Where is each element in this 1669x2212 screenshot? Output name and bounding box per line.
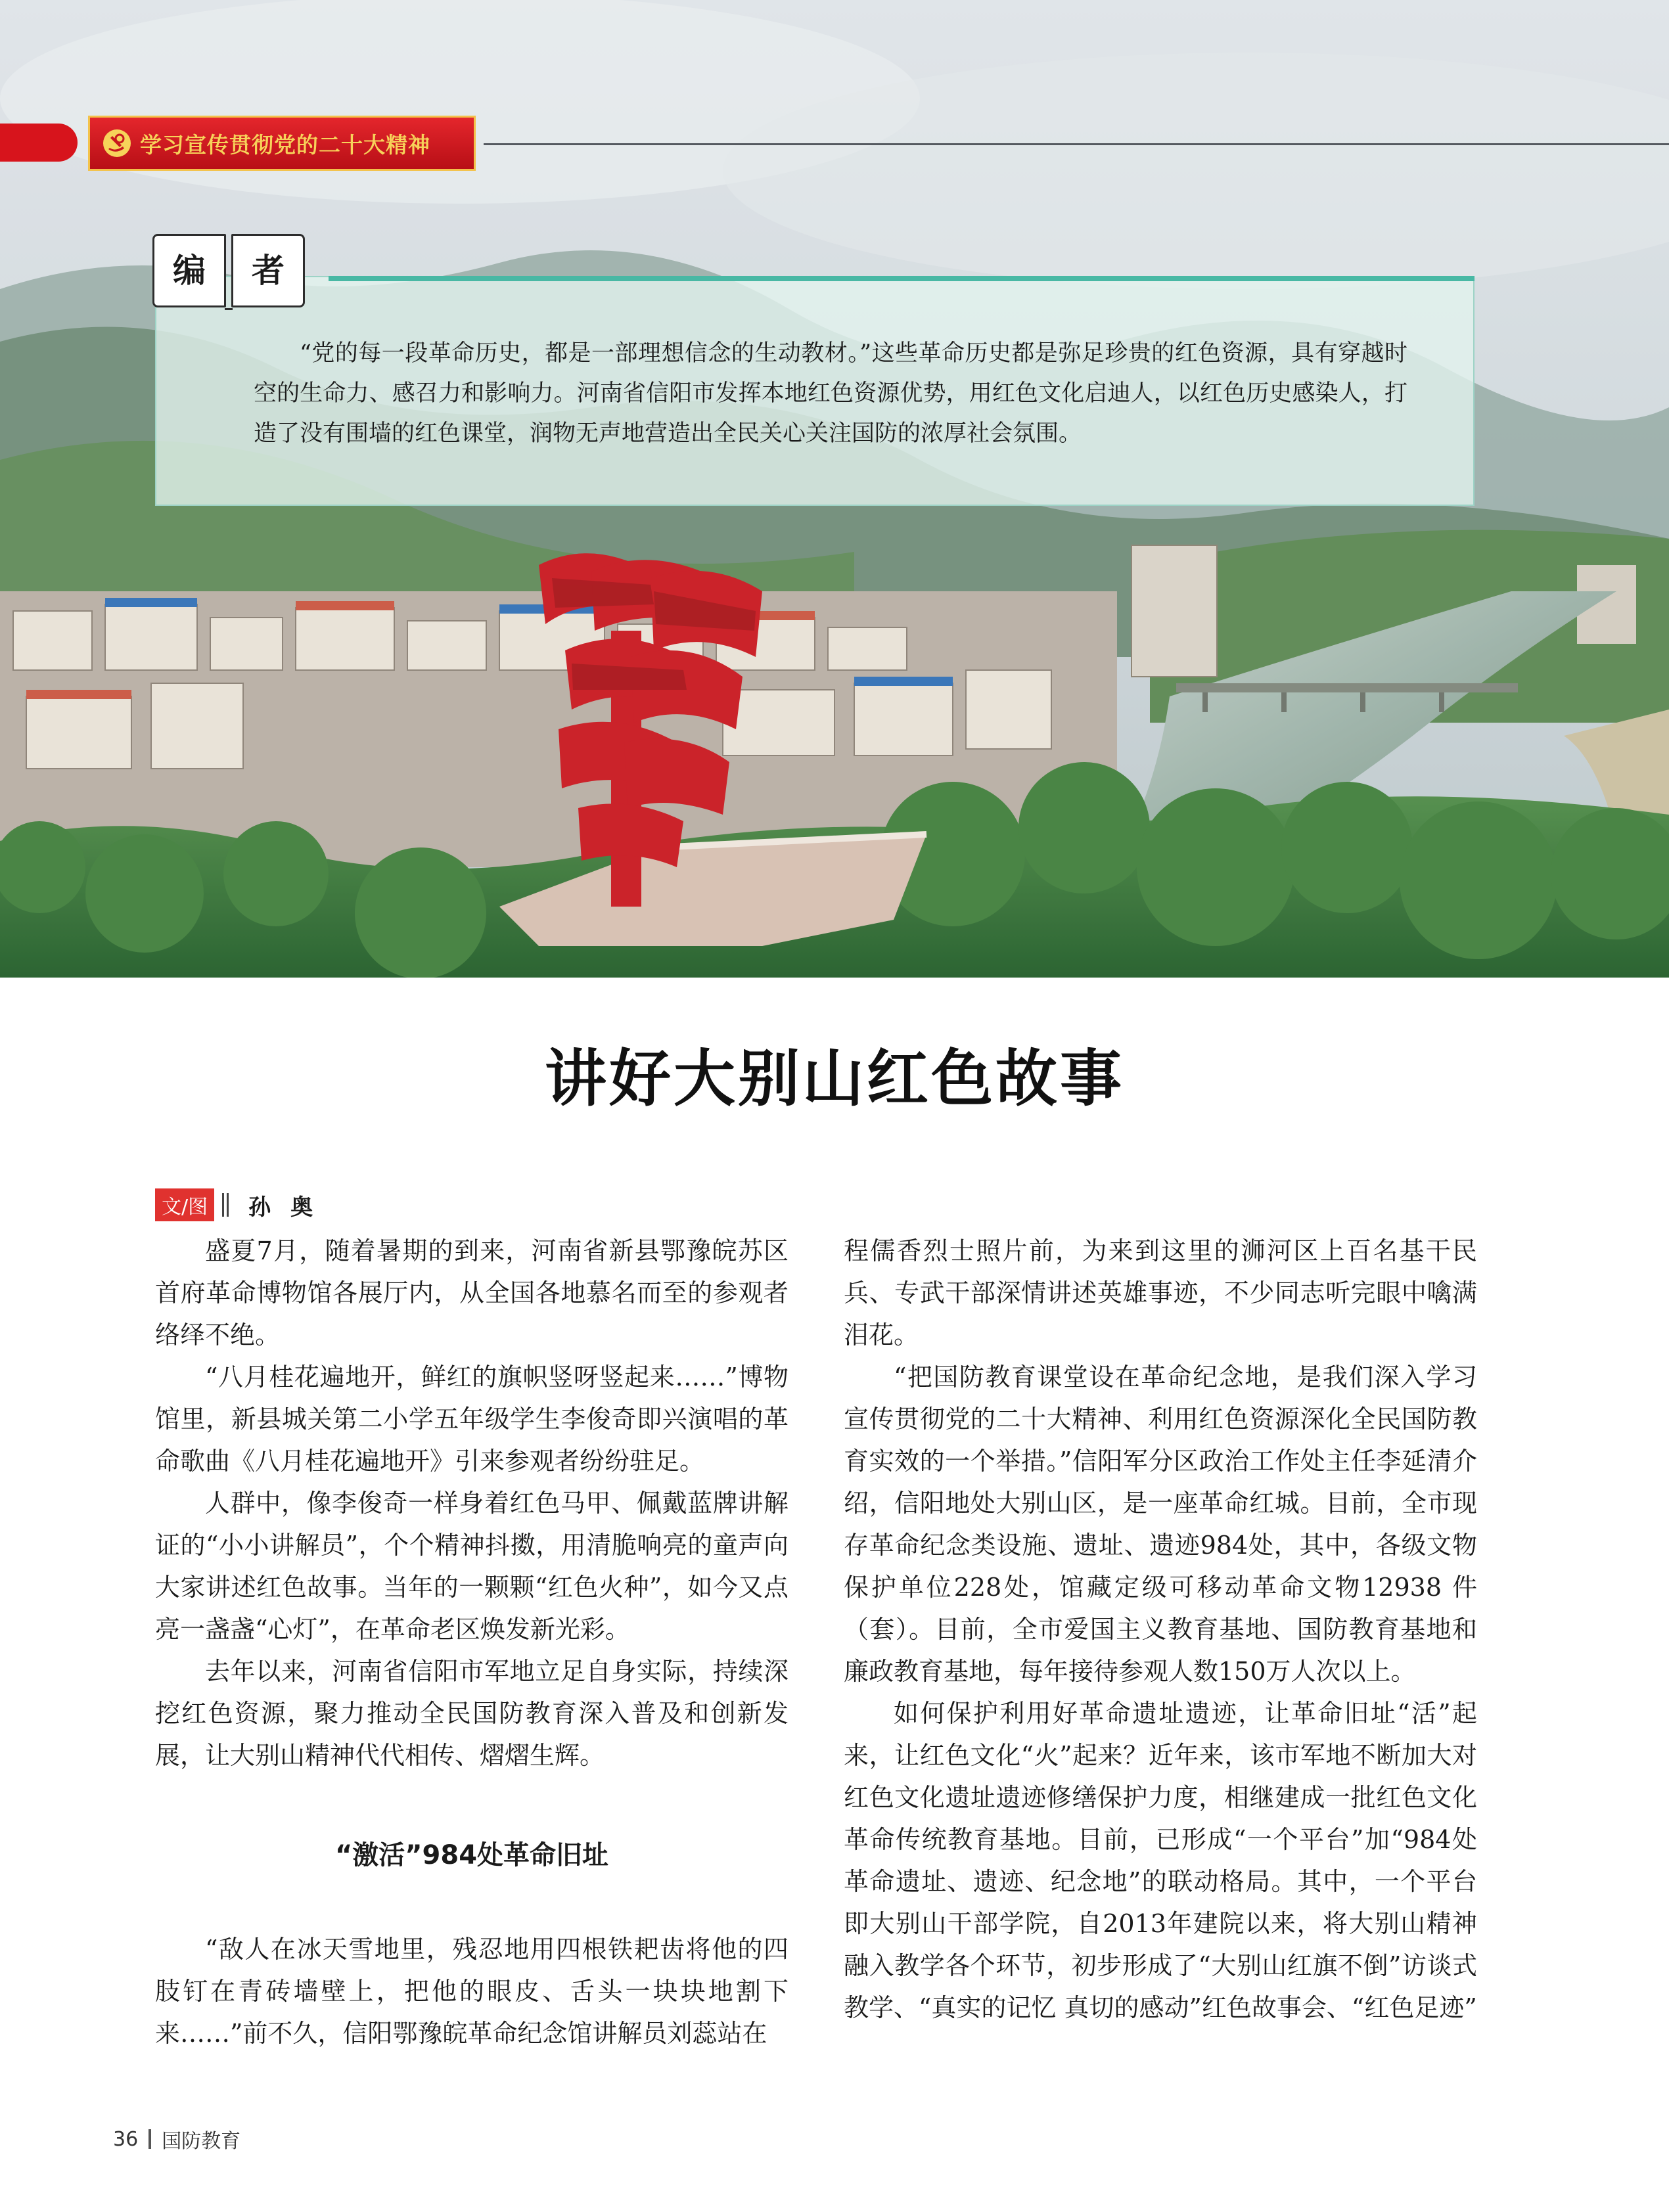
section-banner (88, 116, 476, 171)
magazine-name: 国防教育 (162, 2130, 241, 2153)
body-paragraph: 去年以来，河南省信阳市军地立足自身实际，持续深挖红色资源，聚力推动全民国防教育深入普及和创新发展，让大别山精神代代相传、熠熠生辉。 (155, 1657, 789, 1770)
byline-tag: 文/图 (155, 1188, 214, 1221)
footer-separator (149, 2129, 151, 2149)
editor-label-right-page (231, 234, 305, 307)
party-emblem-icon (102, 128, 132, 158)
body-paragraph-continuation: 程儒香烈士照片前，为来到这里的浉河区上百名基干民兵、专武干部深情讲述英雄事迹，不少同志听完眼中噙满泪花。 (844, 1236, 1477, 1349)
editor-label-char-2: 者 (252, 252, 285, 290)
editor-label-left-page (152, 234, 226, 307)
left-column (155, 1230, 789, 2054)
body-paragraph: 如何保护利用好革命遗址遗迹，让革命旧址“活”起来，让红色文化“火”起来？近年来，该市军地不断加大对红色文化遗址遗迹修缮保护力度，相继建成一批红色文化革命传统教育基地。目前，已形成“一个平台”加“984处革命遗址、遗迹、纪念地”的联动格局。其中，一个平台即大别山干部学院，自2013年建院以来，将大别山精神融入教学各个环节，初步形成了“大别山红旗不倒”访谈式教学、“真实的记忆 真切的感动”红色故事会、“红色足迹” (844, 1699, 1477, 2022)
body-paragraph: 人群中，像李俊奇一样身着红色马甲、佩戴蓝牌讲解证的“小小讲解员”，个个精神抖擞，用清脆响亮的童声向大家讲述红色故事。当年的一颗颗“红色火种”，如今又点亮一盏盏“心灯”，在革命老区焕发新光彩。 (155, 1489, 789, 1644)
body-paragraph: “八月桂花遍地开，鲜红的旗帜竖呀竖起来……”博物馆里，新县城关第二小学五年级学生李俊奇即兴演唱的革命歌曲《八月桂花遍地开》引来参观者纷纷驻足。 (155, 1363, 789, 1476)
banner-rule (484, 143, 1669, 145)
author-name: 孙奥 (248, 1194, 333, 1221)
article-title: 讲好大别山红色故事 (544, 1043, 1124, 1115)
banner-accent-pill (0, 124, 78, 162)
page-number: 36 (113, 2127, 139, 2151)
byline-separator (222, 1193, 229, 1217)
section-subheading: “激活”984处革命旧址 (334, 1840, 609, 1870)
right-column (844, 1230, 1477, 2029)
editor-note-top-rule (329, 276, 1475, 281)
editor-note-label-book-icon (152, 234, 313, 318)
body-paragraph: 盛夏7月，随着暑期的到来，河南省新县鄂豫皖苏区首府革命博物馆各展厅内，从全国各地慕名而至的参观者络绎不绝。 (155, 1236, 789, 1349)
page-footer (113, 2126, 240, 2152)
byline (155, 1189, 332, 1221)
editor-note-text: “党的每一段革命历史，都是一部理想信念的生动教材。”这些革命历史都是弥足珍贵的红色资源，具有穿越时空的生命力、感召力和影响力。河南省信阳市发挥本地红色资源优势，用红色文化启迪人，以红色历史感染人，打造了没有围墙的红色课堂，润物无声地营造出全民关心关注国防的浓厚社会氛围。 (254, 340, 1407, 447)
body-paragraph: “把国防教育课堂设在革命纪念地，是我们深入学习宣传贯彻党的二十大精神、利用红色资源深化全民国防教育实效的一个举措。”信阳军分区政治工作处主任李延清介绍，信阳地处大别山区，是一座革命红城。目前，全市现存革命纪念类设施、遗址、遗迹984处，其中，各级文物保护单位228处，馆藏定级可移动革命文物12938 件（套）。目前，全市爱国主义教育基地、国防教育基地和廉政教育基地，每年接待参观人数150万人次以上。 (844, 1363, 1477, 1686)
section-banner-label: 学习宣传贯彻党的二十大精神 (140, 131, 430, 158)
body-paragraph: “敌人在冰天雪地里，残忍地用四根铁耙齿将他的四肢钉在青砖墙壁上，把他的眼皮、舌头一块块地割下来……”前不久，信阳鄂豫皖革命纪念馆讲解员刘蕊站在 (155, 1935, 789, 2048)
editor-label-char-1: 编 (173, 252, 206, 290)
